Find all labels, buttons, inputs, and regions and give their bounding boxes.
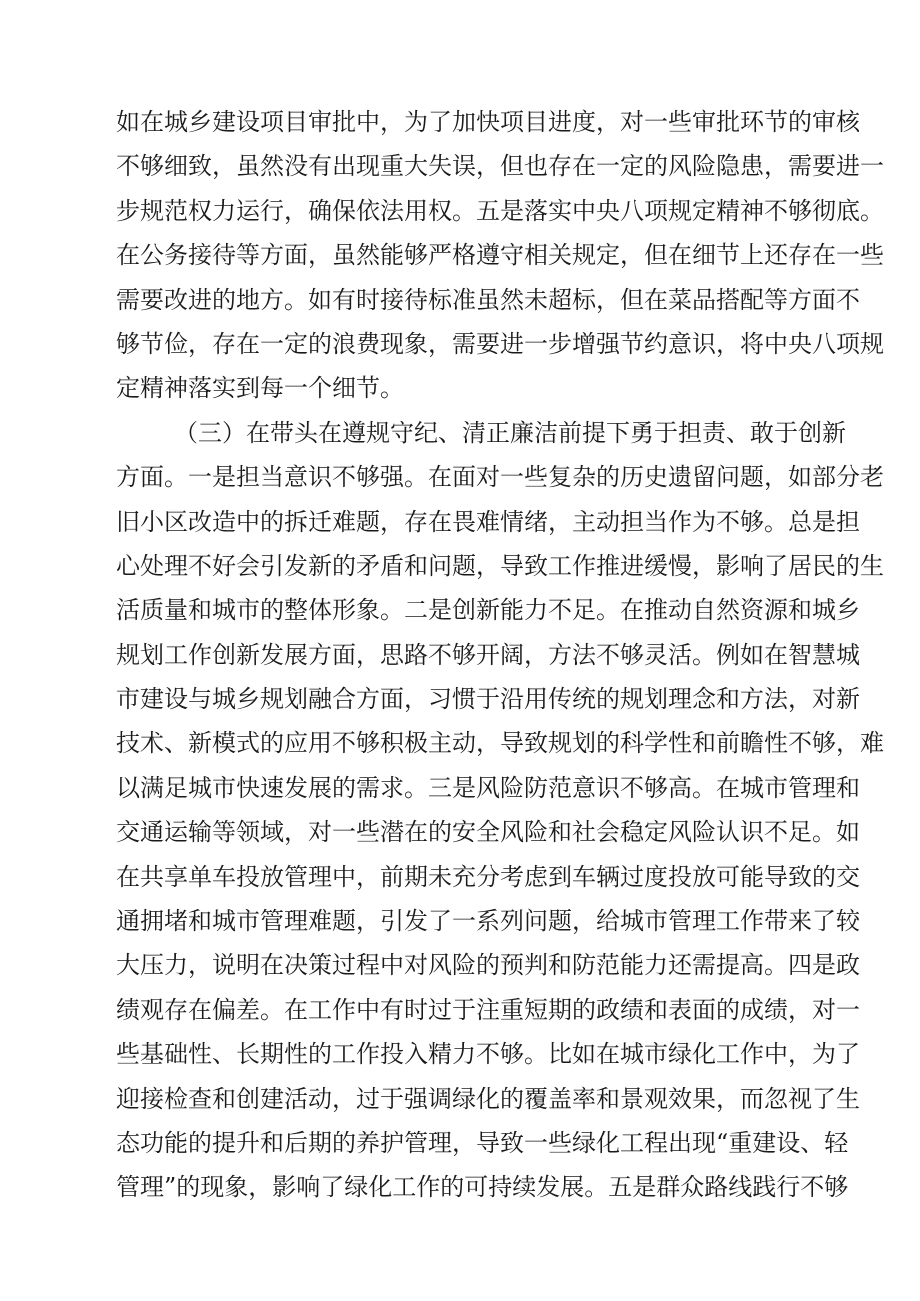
body-text (116, 100, 884, 1210)
text-line: 够节俭，存在一定的浪费现象，需要进一步增强节约意识，将中央八项规 (116, 329, 884, 358)
text-line: 绩观存在偏差。在工作中有时过于注重短期的政绩和表面的成绩，对一 (116, 995, 860, 1024)
text-line: 需要改进的地方。如有时接待标准虽然未超标，但在菜品搭配等方面不 (116, 285, 860, 314)
text-line: 迎接检查和创建活动，过于强调绿化的覆盖率和景观效果，而忽视了生 (116, 1084, 860, 1113)
text-line: 些基础性、长期性的工作投入精力不够。比如在城市绿化工作中，为了 (116, 1040, 860, 1069)
text-line: 通拥堵和城市管理难题，引发了一系列问题，给城市管理工作带来了较 (116, 907, 860, 936)
paragraph-end-line: 定精神落实到每一个细节。 (116, 374, 404, 403)
section-heading-line: （三）在带头在遵规守纪、清正廉洁前提下勇于担责、敢于创新 (174, 418, 846, 447)
text-line: 心处理不好会引发新的矛盾和问题，导致工作推进缓慢，影响了居民的生 (116, 551, 884, 580)
text-line: 不够细致，虽然没有出现重大失误，但也存在一定的风险隐患，需要进一 (116, 152, 884, 181)
text-line: 活质量和城市的整体形象。二是创新能力不足。在推动自然资源和城乡 (116, 596, 860, 625)
text-line: 技术、新模式的应用不够积极主动，导致规划的科学性和前瞻性不够，难 (116, 729, 884, 758)
text-line: 态功能的提升和后期的养护管理，导致一些绿化工程出现“重建设、轻 (116, 1128, 849, 1157)
text-line: 如在城乡建设项目审批中，为了加快项目进度，对一些审批环节的审核 (116, 108, 860, 136)
text-line: 规划工作创新发展方面，思路不够开阔，方法不够灵活。例如在智慧城 (116, 640, 860, 669)
text-line: 大压力，说明在决策过程中对风险的预判和防范能力还需提高。四是政 (116, 951, 860, 980)
text-line: 方面。一是担当意识不够强。在面对一些复杂的历史遗留问题，如部分老 (116, 463, 884, 492)
text-line: 管理”的现象，影响了绿化工作的可持续发展。五是群众路线践行不够 (116, 1173, 849, 1202)
text-line: 在共享单车投放管理中，前期未充分考虑到车辆过度投放可能导致的交 (116, 862, 860, 891)
text-line: 市建设与城乡规划融合方面，习惯于沿用传统的规划理念和方法，对新 (116, 685, 860, 714)
text-line: 以满足城市快速发展的需求。三是风险防范意识不够高。在城市管理和 (116, 773, 860, 802)
text-line: 旧小区改造中的拆迁难题，存在畏难情绪，主动担当作为不够。总是担 (116, 507, 860, 536)
text-line: 交通运输等领域，对一些潜在的安全风险和社会稳定风险认识不足。如 (116, 818, 860, 847)
text-line: 步规范权力运行，确保依法用权。五是落实中央八项规定精神不够彻底。 (116, 196, 884, 225)
text-line: 在公务接待等方面，虽然能够严格遵守相关规定，但在细节上还存在一些 (116, 241, 884, 270)
